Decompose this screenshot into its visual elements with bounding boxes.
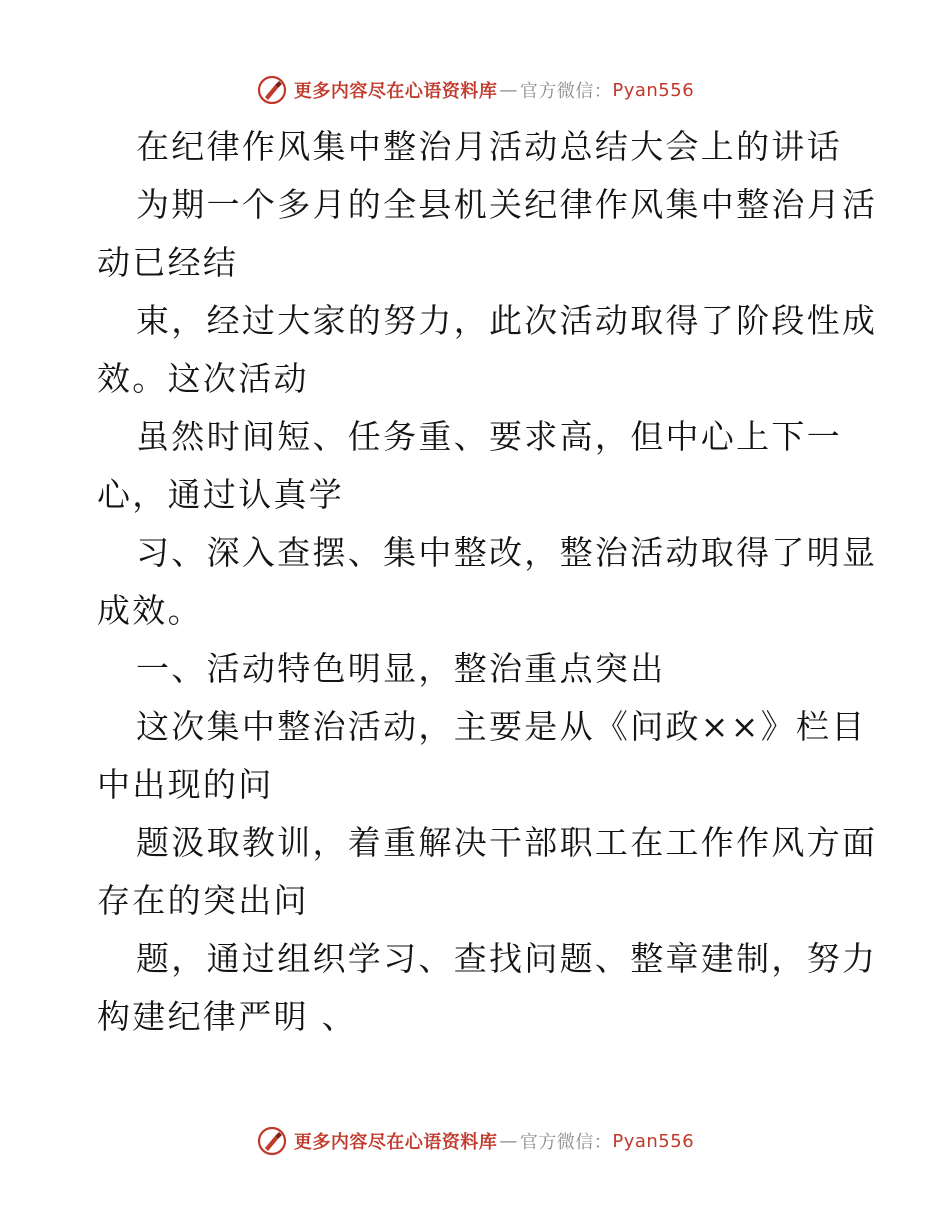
section-heading: 一、活动特色明显，整治重点突出 (136, 649, 666, 688)
watermark-wechat-id: Pyan556 (612, 1130, 695, 1152)
watermark-wechat-label: 官方微信： (519, 81, 613, 102)
header-watermark (0, 70, 950, 110)
text-line: 效。这次活动 (97, 359, 309, 398)
text-line: 构建纪律严明 、 (97, 997, 357, 1036)
text-line: 题汲取教训，着重解决干部职工在工作作风方面 (136, 823, 878, 862)
document-title: 在纪律作风集中整治月活动总结大会上的讲话 (136, 127, 842, 166)
text-line: 虽然时间短、任务重、要求高，但中心上下一 (136, 417, 842, 456)
watermark-brand: 更多内容尽在心语资料库 (293, 1132, 498, 1153)
text-line: 为期一个多月的全县机关纪律作风集中整治月活 (136, 185, 878, 224)
pen-nib-icon (256, 74, 288, 106)
text-line: 这次集中整治活动，主要是从《问政××》栏目 (136, 707, 867, 746)
pen-nib-icon (256, 1125, 288, 1157)
text-line: 存在的突出问 (97, 881, 309, 920)
text-line: 中出现的问 (97, 765, 274, 804)
text-line: 习、深入查摆、集中整改，整治活动取得了明显 (136, 533, 878, 572)
text-line: 题，通过组织学习、查找问题、整章建制，努力 (136, 939, 878, 978)
watermark-wechat-id: Pyan556 (612, 79, 695, 101)
watermark-wechat-label: 官方微信： (519, 1132, 613, 1153)
text-line: 成效。 (97, 591, 203, 630)
footer-watermark (0, 1121, 950, 1161)
text-line: 动已经结 (97, 243, 239, 282)
watermark-separator: — (499, 79, 518, 101)
document-body (97, 118, 878, 1046)
text-line: 心，通过认真学 (97, 475, 345, 514)
watermark-brand: 更多内容尽在心语资料库 (293, 81, 498, 102)
watermark-separator: — (499, 1130, 518, 1152)
text-line: 束，经过大家的努力，此次活动取得了阶段性成 (136, 301, 878, 340)
